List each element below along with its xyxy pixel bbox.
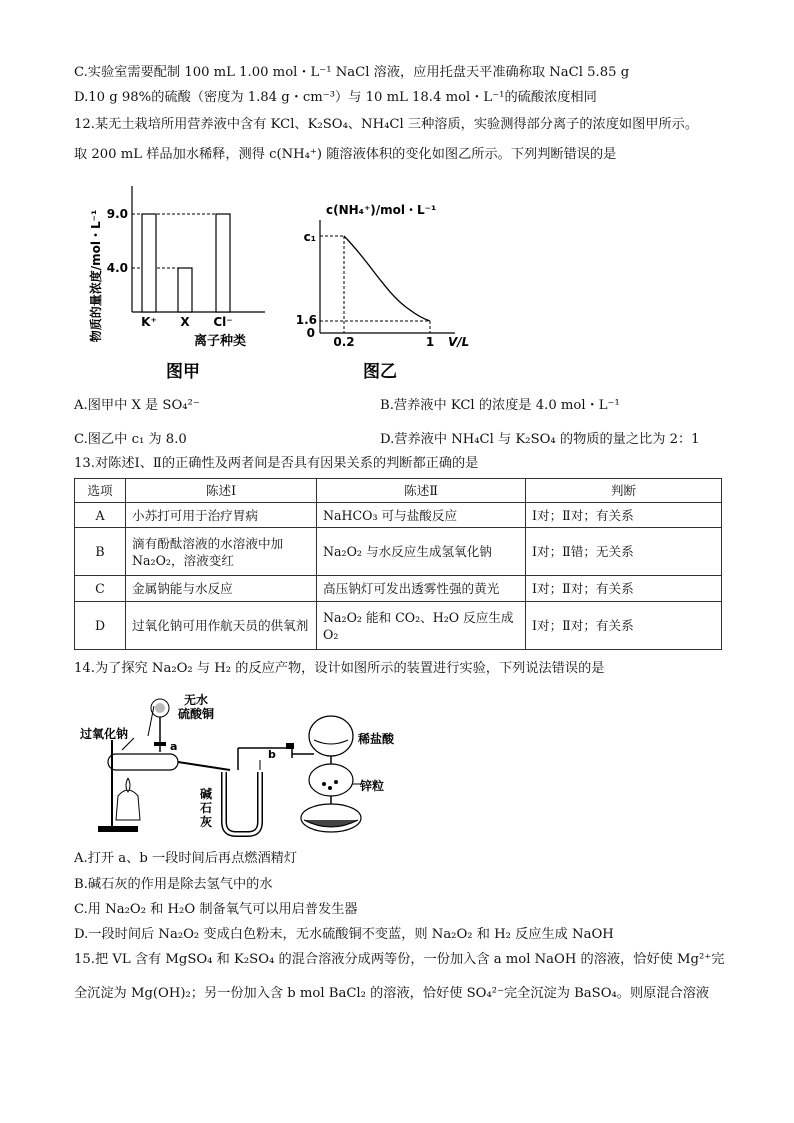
label-zinc: 锌粒: [360, 779, 385, 793]
label-lime-3: 灰: [200, 815, 213, 829]
q13-table: [74, 478, 722, 650]
table-row: [75, 602, 722, 650]
question-15-stem-2: 全沉淀为 Mg(OH)₂；另一份加入含 b mol BaCl₂ 的溶液，恰好使 SO₄²⁻完全沉淀为 BaSO₄。则原混合溶液: [74, 986, 710, 1001]
q12-option-a: A.图甲中 X 是 SO₄²⁻: [74, 398, 200, 413]
q12-option-b: B.营养液中 KCl 的浓度是 4.0 mol・L⁻¹: [380, 398, 620, 413]
q14-option-c: C.用 Na₂O₂ 和 H₂O 制备氧气可以用启普发生器: [74, 902, 358, 917]
option-c-line: C.实验室需要配制 100 mL 1.00 mol・L⁻¹ NaCl 溶液，应用托盘天平准确称取 NaCl 5.85 g: [74, 65, 630, 80]
table-cell: 金属钠能与水反应: [126, 576, 317, 602]
fig1-caption: 图甲: [166, 362, 200, 382]
kipp-bottom-bulb: [301, 804, 361, 832]
table-cell: C: [75, 576, 126, 602]
question-14-stem: 14.为了探究 Na₂O₂ 与 H₂ 的反应产物，设计如图所示的装置进行实验，下列说法错误的是: [74, 661, 605, 676]
table-row: [75, 576, 722, 602]
table-cell: B: [75, 528, 126, 576]
fig2-ytick-c1: c₁: [303, 230, 316, 244]
bar-k: [142, 214, 156, 312]
table-cell: 过氧化钠可用作航天员的供氧剂: [126, 602, 317, 650]
label-lime-2: 石: [200, 801, 213, 815]
figure-jia: [80, 178, 280, 383]
table-cell: Na₂O₂ 与水反应生成氢氧化钠: [317, 528, 526, 576]
label-b: b: [268, 748, 276, 761]
question-15-stem-1: 15.把 VL 含有 MgSO₄ 和 K₂SO₄ 的混合溶液分成两等份，一份加入含 a mol NaOH 的溶液，恰好使 Mg²⁺完: [74, 952, 725, 967]
q14-option-b: B.碱石灰的作用是除去氢气中的水: [74, 877, 273, 892]
table-row: [75, 528, 722, 576]
label-cuso4-1: 无水: [184, 693, 209, 707]
question-12-stem-2: 取 200 mL 样品加水稀释，测得 c(NH₄⁺) 随溶液体积的变化如图乙所示。下列判断错误的是: [74, 147, 617, 162]
table-cell: Ⅰ对；Ⅱ错；无关系: [526, 528, 722, 576]
q12-option-d: D.营养液中 NH₄Cl 与 K₂SO₄ 的物质的量之比为 2：1: [380, 432, 700, 447]
label-a: a: [170, 740, 178, 753]
fig1-cat-cl: Cl⁻: [213, 315, 233, 329]
apparatus-diagram: [78, 688, 408, 840]
table-cell: Ⅰ对；Ⅱ对；有关系: [526, 576, 722, 602]
label-na2o2: 过氧化钠: [80, 727, 129, 741]
table-row: [75, 503, 722, 528]
kipp-top-bulb: [309, 716, 353, 756]
option-d-line: D.10 g 98%的硫酸（密度为 1.84 g・cm⁻³）与 10 mL 18.4 mol・L⁻¹的硫酸浓度相同: [74, 90, 597, 105]
fig2-ytick-1.6: 1.6: [295, 313, 317, 327]
header-cell: 陈述Ⅱ: [317, 479, 526, 503]
fig1-ytick-4: 4.0: [106, 261, 128, 275]
fig2-curve: [344, 236, 430, 321]
table-cell: Na₂O₂ 能和 CO₂、H₂O 反应生成 O₂: [317, 602, 526, 650]
header-cell: 判断: [526, 479, 722, 503]
figure-yi: [290, 190, 490, 385]
fig1-ytick-9: 9.0: [106, 207, 128, 221]
table-cell: NaHCO₃ 可与盐酸反应: [317, 503, 526, 528]
fig2-xtick-0.2: 0.2: [333, 335, 355, 349]
kipp-middle-bulb: [309, 764, 353, 796]
fig1-cat-k: K⁺: [141, 315, 157, 329]
question-13-stem: 13.对陈述Ⅰ、Ⅱ的正确性及两者间是否具有因果关系的判断都正确的是: [74, 456, 479, 471]
header-cell: 选项: [75, 479, 126, 503]
question-12-stem-1: 12.某无土栽培所用营养液中含有 KCl、K₂SO₄、NH₄Cl 三种溶质，实验测得部分离子的浓度如图甲所示。: [74, 117, 699, 132]
table-cell: 小苏打可用于治疗胃病: [126, 503, 317, 528]
u-tube-soda-lime: [224, 772, 260, 834]
fig2-ylabel: c(NH₄⁺)/mol・L⁻¹: [326, 203, 437, 217]
q14-option-d: D.一段时间后 Na₂O₂ 变成白色粉末，无水硫酸铜不变蓝，则 Na₂O₂ 和 H₂ 反应生成 NaOH: [74, 927, 614, 942]
bar-x: [178, 268, 192, 312]
bar-cl: [216, 214, 230, 312]
label-hcl: 稀盐酸: [358, 732, 395, 746]
table-cell: A: [75, 503, 126, 528]
fig1-ylabel: 物质的量浓度/mol・L⁻¹: [89, 209, 103, 343]
label-lime-1: 碱: [200, 787, 213, 801]
fig2-origin: 0: [306, 326, 315, 340]
table-cell: 滴有酚酞溶液的水溶液中加 Na₂O₂，溶液变红: [126, 528, 317, 576]
fig2-xlabel: V/L: [448, 335, 470, 349]
fig1-cat-x: X: [180, 315, 190, 329]
table-cell: Ⅰ对；Ⅱ对；有关系: [526, 602, 722, 650]
reaction-tube: [108, 754, 178, 770]
fig2-xtick-1: 1: [425, 335, 435, 349]
q14-option-a: A.打开 a、b 一段时间后再点燃酒精灯: [74, 851, 298, 866]
spirit-lamp: [116, 790, 140, 820]
table-cell: 高压钠灯可发出透雾性强的黄光: [317, 576, 526, 602]
table-cell: D: [75, 602, 126, 650]
q12-option-c: C.图乙中 c₁ 为 8.0: [74, 432, 187, 447]
label-cuso4-2: 硫酸铜: [178, 707, 215, 721]
table-header-row: [75, 479, 722, 503]
fig1-xlabel: 离子种类: [193, 334, 247, 349]
fig2-caption: 图乙: [363, 362, 397, 382]
table-cell: Ⅰ对；Ⅱ对；有关系: [526, 503, 722, 528]
header-cell: 陈述Ⅰ: [126, 479, 317, 503]
